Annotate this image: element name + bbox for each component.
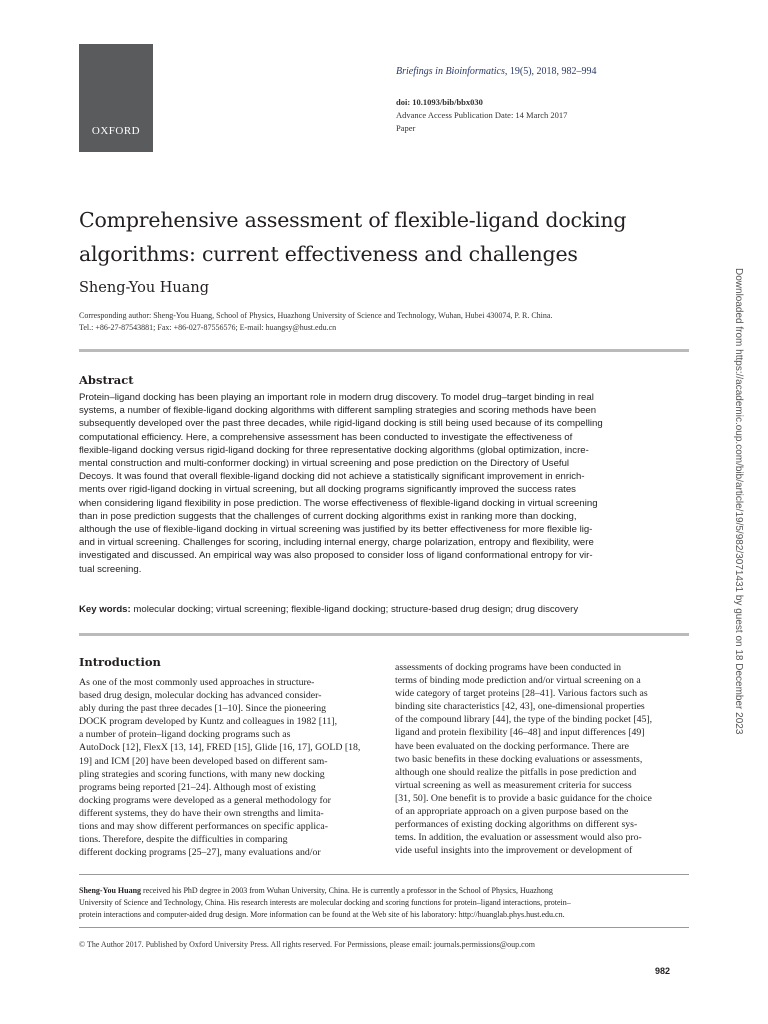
article-type: Paper: [396, 123, 416, 133]
author-bio: [79, 885, 691, 921]
journal-name: Briefings in Bioinformatics: [396, 66, 505, 77]
intro-line: DOCK program developed by Kuntz and colleagues in 1982 [11],: [79, 716, 338, 728]
bio-line: protein interactions and computer-aided drug design. More information can be found at the Web site of his laboratory: http://huanglab.phys.hust.edu.cn.: [79, 910, 565, 919]
intro-line: As one of the most commonly used approaches in structure-: [79, 677, 315, 688]
journal-citation: [396, 66, 597, 77]
corresponding-line: Tel.: +86-27-87543881; Fax: +86-027-87556576; E-mail: huangsy@hust.edu.cn: [79, 323, 337, 332]
keywords: [79, 604, 691, 615]
abstract-line: Protein–ligand docking has been playing an important role in modern drug discovery. To model drug–target binding in real: [79, 392, 594, 403]
abstract-line: mental construction and multi-conformer docking) in virtual screening and pose prediction on the Directory of Useful: [79, 458, 570, 470]
page-number: 982: [655, 966, 671, 976]
abstract-line: than in pose prediction suggests that the challenges of current docking algorithms exist in ranking more than docking,: [79, 510, 577, 522]
bio-text: received his PhD degree in 2003 from Wuhan University, China. He is currently a professor in the School of Physics, Huazhong: [141, 886, 553, 895]
abstract-heading: Abstract: [79, 373, 134, 387]
oxford-logo: [79, 44, 153, 152]
bio-line: University of Science and Technology, China. His research interests are molecular docking and scoring functions for protein–ligand interactions, protein–: [79, 898, 571, 907]
journal-volume: , 19(5), 2018, 982–994: [504, 66, 597, 77]
intro-line: ably during the past three decades [1–10]. Since the pioneering: [79, 703, 327, 715]
intro-line: vide useful insights into the improvement or development of: [395, 845, 633, 857]
abstract-line: flexible-ligand docking versus rigid-ligand docking for three representative docking algorithms (global optimization, incre-: [79, 444, 589, 456]
intro-column-left: [79, 676, 374, 859]
intro-line: assessments of docking programs have been conducted in: [395, 662, 622, 673]
intro-line: AutoDock [12], FlexX [13, 14], FRED [15], Glide [16, 17], GOLD [18,: [79, 742, 361, 754]
title-line: Comprehensive assessment of flexible-ligand docking: [79, 208, 627, 232]
corresponding-line: Corresponding author: Sheng-You Huang, School of Physics, Huazhong University of Science and Technology, Wuhan, Hubei 430074, P. R. China.: [79, 311, 553, 320]
abstract-line: ments over rigid-ligand docking in virtual screening, but all docking programs significantly improved the success rates: [79, 484, 576, 496]
keywords-label: Key words:: [79, 604, 131, 615]
keywords-text: molecular docking; virtual screening; flexible-ligand docking; structure-based drug design; drug discovery: [130, 604, 579, 615]
abstract-line: investigated and discussed. An empirical way was also proposed to consider loss of ligand conformational entropy for vir-: [79, 550, 593, 562]
intro-line: pling strategies and scoring functions, with many new docking: [79, 768, 325, 780]
article-title: [79, 203, 699, 271]
intro-column-right: [395, 661, 690, 857]
intro-line: based drug design, molecular docking has advanced consider-: [79, 690, 322, 702]
intro-line: ligand and protein flexibility [46–48] and input differences [49]: [395, 727, 645, 739]
download-watermark: [733, 268, 754, 735]
section-divider: [79, 349, 689, 352]
corresponding-author: [79, 310, 679, 334]
intro-line: terms of binding mode prediction and/or virtual screening on a: [395, 675, 641, 687]
footnote-divider: [79, 927, 689, 928]
intro-line: of an appropriate approach on a given purpose based on the: [395, 806, 629, 818]
intro-line: programs being reported [21–24]. Although most of existing: [79, 781, 316, 793]
section-divider: [79, 633, 689, 636]
download-watermark-text: Downloaded from https://academic.oup.com/bib/article/19/5/982/3071431 by guest on 18 December 2023: [733, 268, 744, 735]
copyright: © The Author 2017. Published by Oxford University Press. All rights reserved. For Permissions, please email: journals.permissions@oup.com: [79, 940, 535, 949]
intro-line: docking programs were developed as a general methodology for: [79, 794, 331, 806]
abstract-line: when considering ligand flexibility in pose prediction. The worse effectiveness of flexible-ligand docking in virtual screening: [79, 497, 598, 509]
oxford-logo-text: OXFORD: [91, 125, 141, 137]
abstract-line: and in virtual screening. Challenges for scoring, including internal energy, charge polarization, entropy and flexibility, were: [79, 537, 594, 549]
intro-line: [31, 50]. One benefit is to provide a basic guidance for the choice: [395, 792, 652, 804]
intro-line: two basic benefits in these docking evaluations or assessments,: [395, 753, 643, 765]
advance-access-date: Advance Access Publication Date: 14 March 2017: [396, 110, 568, 120]
intro-line: performances of existing docking algorithms on different sys-: [395, 819, 638, 831]
abstract-line: Decoys. It was found that overall flexible-ligand docking did not achieve a statistically significant improvement in enrich-: [79, 471, 585, 483]
intro-line: 19] and ICM [20] have been developed based on different sam-: [79, 755, 328, 767]
abstract-body: [79, 391, 691, 576]
introduction-heading: Introduction: [79, 655, 161, 669]
intro-line: tions and may show different performances on specific applica-: [79, 821, 329, 833]
bio-name: Sheng-You Huang: [79, 886, 142, 895]
doi[interactable]: doi: 10.1093/bib/bbx030: [396, 97, 483, 107]
intro-line: of the compound library [44], the type of the binding pocket [45],: [395, 714, 653, 726]
abstract-line: systems, a number of flexible-ligand docking algorithms with different sampling strategies and scoring methods have been: [79, 405, 597, 417]
author-name: Sheng-You Huang: [79, 280, 210, 296]
bio-line: [79, 885, 691, 897]
intro-line: wide category of target proteins [28–41]. Various factors such as: [395, 688, 648, 700]
intro-line: different docking programs [25–27], many evaluations and/or: [79, 847, 321, 859]
abstract-line: computational efficiency. Here, a comprehensive assessment has been conducted to investigate the effectiveness of: [79, 431, 573, 443]
title-line: algorithms: current effectiveness and challenges: [79, 242, 578, 266]
intro-line: virtual screening as well as measurement criteria for success: [395, 779, 632, 791]
footnote-divider: [79, 874, 689, 875]
intro-line: tems. In addition, the evaluation or assessment would also pro-: [395, 832, 642, 844]
intro-line: although one should realize the pitfalls in pose prediction and: [395, 766, 637, 778]
intro-line: binding site characteristics [42, 43], one-dimensional properties: [395, 701, 645, 713]
abstract-line: subsequently developed over the past three decades, while rigid-ligand docking is still being used because of its compelling: [79, 418, 603, 430]
abstract-line: tual screening.: [79, 563, 142, 575]
abstract-line: although the use of flexible-ligand docking in virtual screening was justified by its better effectiveness for more flexible lig-: [79, 524, 593, 536]
article-meta: [396, 96, 567, 135]
intro-line: have been evaluated on the docking performance. There are: [395, 740, 630, 752]
intro-line: a number of protein–ligand docking programs such as: [79, 729, 291, 741]
intro-line: tions. Therefore, despite the difficulties in comparing: [79, 834, 288, 846]
intro-line: different systems, they do have their own strengths and limita-: [79, 807, 324, 819]
